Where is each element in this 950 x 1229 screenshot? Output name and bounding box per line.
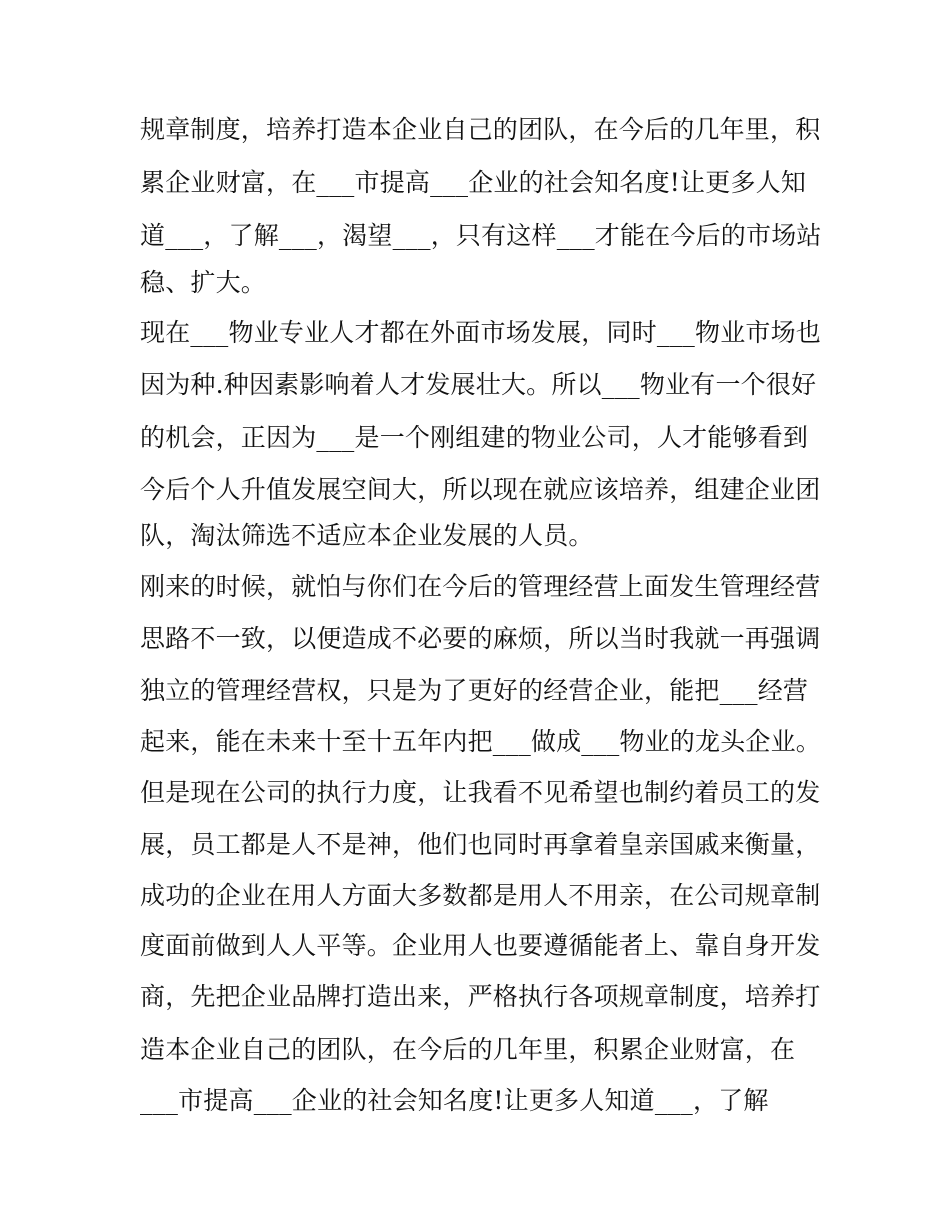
text-line: 累企业财富，在___市提高___企业的社会知名度!让更多人知	[140, 168, 807, 197]
text-line: 因为种.种因素影响着人才发展壮大。所以___物业有一个很好	[140, 370, 817, 399]
text-line: 稳、扩大。	[140, 268, 267, 297]
text-line: 独立的管理经营权，只是为了更好的经营企业，能把___经营	[140, 676, 809, 705]
text-line: 现在___物业专业人才都在外面市场发展，同时___物业市场也	[140, 318, 822, 347]
text-line: 道___，了解___，渴望___，只有这样___才能在今后的市场站	[140, 221, 822, 250]
text-line: 造本企业自己的团队，在今后的几年里，积累企业财富，在	[140, 1035, 796, 1064]
text-line: 今后个人升值发展空间大，所以现在就应该培养，组建企业团	[140, 475, 821, 504]
text-line: 成功的企业在用人方面大多数都是用人不用亲，在公司规章制	[140, 881, 821, 910]
text-line: 但是现在公司的执行力度，让我看不见希望也制约着员工的发	[140, 778, 821, 807]
text-line: 规章制度，培养打造本企业自己的团队，在今后的几年里，积	[140, 115, 821, 144]
text-line: 展，员工都是人不是神，他们也同时再拿着皇亲国戚来衡量，	[140, 830, 821, 859]
text-line: 刚来的时候，就怕与你们在今后的管理经营上面发生管理经营	[140, 572, 821, 601]
text-line: 度面前做到人人平等。企业用人也要遵循能者上、靠自身开发	[140, 931, 821, 960]
text-line: 队，淘汰筛选不适应本企业发展的人员。	[140, 521, 594, 550]
text-line: ___市提高___企业的社会知名度!让更多人知道___，了解	[140, 1086, 769, 1115]
text-line: 起来，能在未来十至十五年内把___做成___物业的龙头企业。	[140, 727, 822, 756]
text-line: 思路不一致，以便造成不必要的麻烦，所以当时我就一再强调	[140, 624, 821, 653]
text-line: 的机会，正因为___是一个刚组建的物业公司，人才能够看到	[140, 423, 809, 452]
text-line: 商，先把企业品牌打造出来，严格执行各项规章制度，培养打	[140, 982, 821, 1011]
